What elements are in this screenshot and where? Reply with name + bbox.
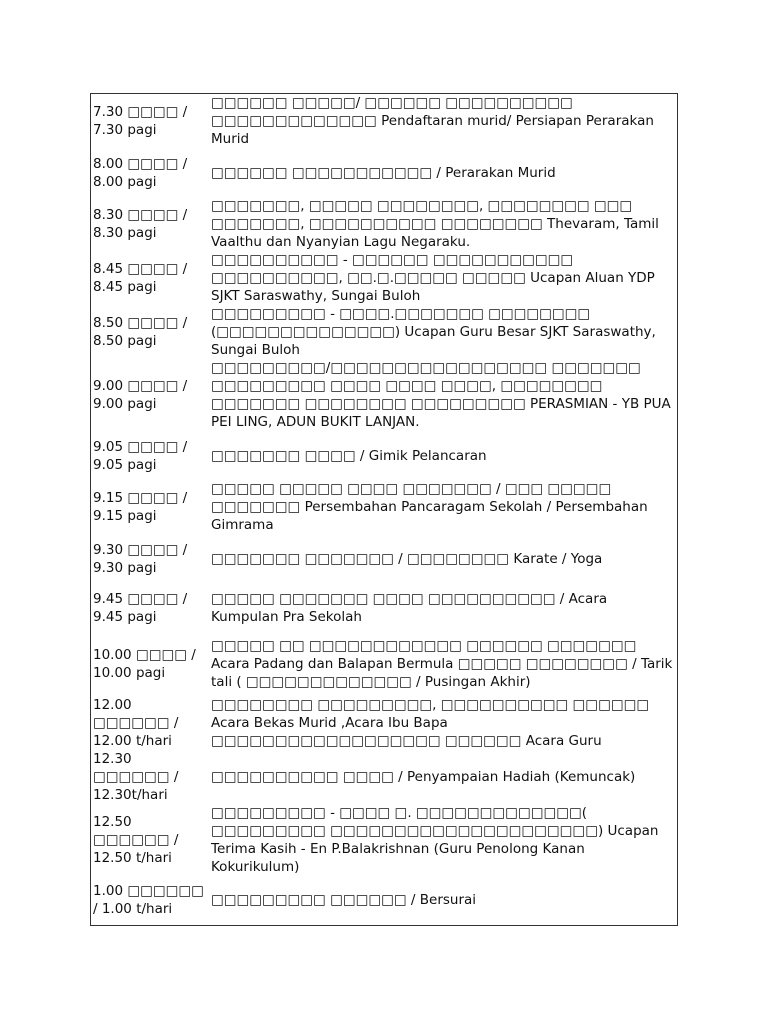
table-row — [91, 148, 678, 197]
event-cell: □□□□□□ □□□□□/ □□□□□□ □□□□□□□□□□ □□□□□□□□□□□□□ Pendaftaran murid/ Persiapan Perarakan Murid — [211, 95, 654, 147]
table-row — [91, 197, 678, 251]
event-cell: □□□□□□ □□□□□□□□□□□ / Perarakan Murid — [211, 164, 556, 181]
table-row — [91, 305, 678, 359]
table-row — [91, 750, 678, 804]
time-cell: 12.30 □□□□□□ / 12.30t/hari — [93, 751, 179, 803]
event-cell: □□□□□□□□□ - □□□□.□□□□□□□ □□□□□□□□ (□□□□□□□□□□□□□□) Ucapan Guru Besar SJKT Saraswathy, Sungai Buloh — [211, 306, 656, 358]
time-cell: 9.15 □□□□ / 9.15 pagi — [93, 490, 188, 524]
table-row — [91, 583, 678, 632]
table-row — [91, 534, 678, 583]
table-row — [91, 804, 678, 876]
time-cell: 7.30 □□□□ / 7.30 pagi — [93, 104, 188, 138]
event-cell: □□□□□□□□□ - □□□□ □. □□□□□□□□□□□□□( □□□□□□□□□ □□□□□□□□□□□□□□□□□□□□□) Ucapan Terima Kasih - En P.Balakrishnan (Guru Penolong Kanan Kokurikulum) — [211, 805, 659, 875]
table-row — [91, 632, 678, 696]
event-cell: □□□□□□□ □□□□ / Gimik Pelancaran — [211, 447, 487, 464]
time-cell: 8.00 □□□□ / 8.00 pagi — [93, 155, 188, 190]
time-cell: 10.00 □□□□ / 10.00 pagi — [93, 647, 196, 681]
table-row — [91, 94, 678, 149]
event-cell: □□□□□ □□ □□□□□□□□□□□□ □□□□□□ □□□□□□□ Acara Padang dan Balapan Bermula □□□□□ □□□□□□□□ / Tarik tali ( □□□□□□□□□□□□□ / Pusingan Akhir) — [211, 638, 673, 690]
event-cell: □□□□□ □□□□□□□ □□□□ □□□□□□□□□□ / Acara Kumpulan Pra Sekolah — [211, 590, 608, 625]
table-row — [91, 480, 678, 534]
schedule-table — [90, 93, 678, 926]
time-cell: 12.00 □□□□□□ / 12.00 t/hari — [93, 697, 179, 749]
event-cell: □□□□□□□□□□ □□□□ / Penyampaian Hadiah (Kemuncak) — [211, 769, 636, 785]
time-cell: 9.45 □□□□ / 9.45 pagi — [93, 590, 188, 625]
time-cell: 1.00 □□□□□□ / 1.00 t/hari — [93, 883, 204, 918]
event-cell: □□□□□□□□□□ - □□□□□□ □□□□□□□□□□□ □□□□□□□□□□, □□.□.□□□□□ □□□□□ Ucapan Aluan YDP SJKT Saraswathy, Sungai Buloh — [211, 252, 655, 304]
table-row — [91, 359, 678, 431]
time-cell: 9.30 □□□□ / 9.30 pagi — [93, 541, 188, 576]
event-cell: □□□□□□□□□/□□□□□□□□□□□□□□□□□ □□□□□□□ □□□□□□□□□ □□□□ □□□□ □□□□, □□□□□□□□ □□□□□□□ □□□□□□□□ □□□□□□□□□ PERASMIAN - YB PUA PEI LING, ADUN BUKIT LANJAN. — [211, 360, 671, 430]
time-cell: 8.50 □□□□ / 8.50 pagi — [93, 315, 188, 349]
table-row — [91, 251, 678, 305]
event-cell: □□□□□ □□□□□ □□□□ □□□□□□□ / □□□ □□□□□ □□□□□□□ Persembahan Pancaragam Sekolah / Persembahan Gimrama — [211, 481, 648, 533]
table-row — [91, 431, 678, 480]
event-cell: □□□□□□□□□ □□□□□□ / Bersurai — [211, 892, 477, 909]
time-cell: 8.30 □□□□ / 8.30 pagi — [93, 207, 188, 241]
time-cell: 8.45 □□□□ / 8.45 pagi — [93, 261, 188, 295]
event-cell: □□□□□□□, □□□□□ □□□□□□□□, □□□□□□□□ □□□ □□□□□□□, □□□□□□□□□□ □□□□□□□□ Thevaram, Tamil Vaalthu dan Nyanyian Lagu Negaraku. — [211, 198, 659, 250]
table-row — [91, 696, 678, 750]
time-cell: 9.05 □□□□ / 9.05 pagi — [93, 438, 188, 473]
event-cell: □□□□□□□□ □□□□□□□□□, □□□□□□□□□□ □□□□□□ Acara Bekas Murid ,Acara Ibu Bapa □□□□□□□□□□□□□□□□□□ □□□□□□ Acara Guru — [211, 697, 650, 749]
time-cell: 12.50 □□□□□□ / 12.50 t/hari — [93, 814, 179, 866]
time-cell: 9.00 □□□□ / 9.00 pagi — [93, 378, 188, 412]
event-cell: □□□□□□□ □□□□□□□ / □□□□□□□□ Karate / Yoga — [211, 550, 603, 567]
table-row — [91, 876, 678, 925]
